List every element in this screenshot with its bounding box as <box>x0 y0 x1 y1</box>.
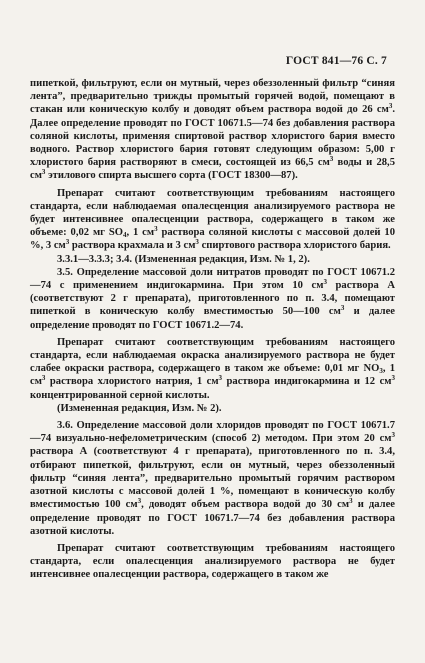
text-run: раствора А (соответствуют 4 г препарата), приготовленного по п. 3.4, отбирают пипеткой, фильтруют, если он мутный, через обеззоленный фильтр “синяя лента”, предварительно промытый горячим раствором азотной кислоты с массовой долей 1 %, помещают в коническую колбу вместимостью 100 см <box>30 446 395 511</box>
superscript: 3 <box>388 102 393 111</box>
text-run: 3.6. Определение массовой доли хлоридов проводят по ГОСТ 10671.7—74 визуально-нефелометрическим (способ 2) методом. При этом 20 см <box>30 420 395 445</box>
text-run: и далее определение проводят по ГОСТ 10671.2—74. <box>30 306 396 331</box>
text-run: пипеткой, фильтруют, если он мутный, через обеззоленный фильтр “синяя лента”, предварительно трижды промытый горячей водой, помещают в стакан или коническую колбу и доводят объем раствора водой до 26 см <box>30 78 395 116</box>
superscript: 3 <box>391 374 395 383</box>
text-run: раствора индигокармина и 12 см <box>222 376 392 388</box>
text-run: (Измененная редакция, Изм. № 2). <box>57 402 222 414</box>
paragraph-4 <box>30 266 395 332</box>
subscript: 3 <box>379 367 383 376</box>
superscript: 3 <box>195 238 199 247</box>
text-run: спиртового раствора хлористого бария. <box>198 240 391 252</box>
paragraph-5 <box>30 336 395 402</box>
superscript: 3 <box>41 168 46 177</box>
superscript: 3 <box>349 497 353 506</box>
text-run: 3.3.1—3.3.3; 3.4. (Измененная редакция, Изм. № 1, 2). <box>57 253 310 265</box>
superscript: 3 <box>340 304 345 313</box>
text-run: раствора крахмала и 3 см <box>69 240 196 252</box>
superscript: 3 <box>154 225 158 234</box>
subscript: 4 <box>122 231 127 240</box>
paragraph-3 <box>30 253 395 266</box>
text-run: Препарат считают соответствующим требованиям настоящего стандарта, если наблюдаемая окраска анализируемого раствора не будет слабее окраски раствора, содержащего в таком же объеме: 0,01 мг NO <box>30 336 395 375</box>
paragraph-7 <box>30 419 395 538</box>
text-run: раствора А (соответствуют 2 г препарата), приготовленного по п. 3.4, помещают пипеткой в коническую колбу вместимостью 50—100 см <box>30 280 395 318</box>
text-run: воды и 28,5 см <box>30 157 396 182</box>
text-run: . Далее определение проводят по ГОСТ 10671.5—74 без добавления раствора соляной кислоты, применяя спиртовой раствор хлористого бария вместо водного. Раствор хлористого бария готовят следующим образом: 5,00 г хлористого бария растворяют в смеси, состоящей из 66,5 см <box>30 104 395 169</box>
text-run: Препарат считают соответствующим требованиям настоящего стандарта, если наблюдаемая опалесценция анализируемого раствора не будет интенсивнее опалесценции раствора, содержащего в таком же объеме: 0,02 мг SO <box>30 187 395 239</box>
document-body <box>30 77 395 582</box>
text-run: , 1 см <box>30 363 395 388</box>
text-run: Препарат считают соответствующим требованиям настоящего стандарта, если опалесценция анализируемого раствора не будет интенсивнее опалесценции раствора, содержащего в таком же <box>30 542 395 581</box>
text-run: и далее определение проводят по ГОСТ 10671.7—74 без добавления раствора азотной кислоты. <box>30 499 395 537</box>
text-run: этилового спирта высшего сорта (ГОСТ 18300—87). <box>45 170 298 182</box>
page-header: ГОСТ 841—76 С. 7 <box>285 55 387 67</box>
superscript: 3 <box>65 238 70 247</box>
text-run: , доводят объем раствора водой до 30 см <box>141 499 350 511</box>
superscript: 3 <box>323 278 327 287</box>
text-run: , 1 см <box>126 227 155 239</box>
superscript: 3 <box>41 374 46 383</box>
text-run: раствора соляной кислоты с массовой долей 10 %, 3 см <box>30 227 395 252</box>
paragraph-6 <box>30 402 395 415</box>
text-run: 3.5. Определение массовой доли нитратов проводят по ГОСТ 10671.2—74 с применением индигокармина. При этом 10 см <box>30 266 395 292</box>
superscript: 3 <box>218 374 223 383</box>
paragraph-8 <box>30 542 395 582</box>
superscript: 3 <box>391 431 395 440</box>
paragraph-2 <box>30 187 395 253</box>
paragraph-1 <box>30 77 395 183</box>
text-run: раствора хлористого натрия, 1 см <box>45 376 219 388</box>
superscript: 3 <box>329 155 334 164</box>
text-run: концентрированной серной кислоты. <box>30 389 210 401</box>
superscript: 3 <box>137 497 142 506</box>
